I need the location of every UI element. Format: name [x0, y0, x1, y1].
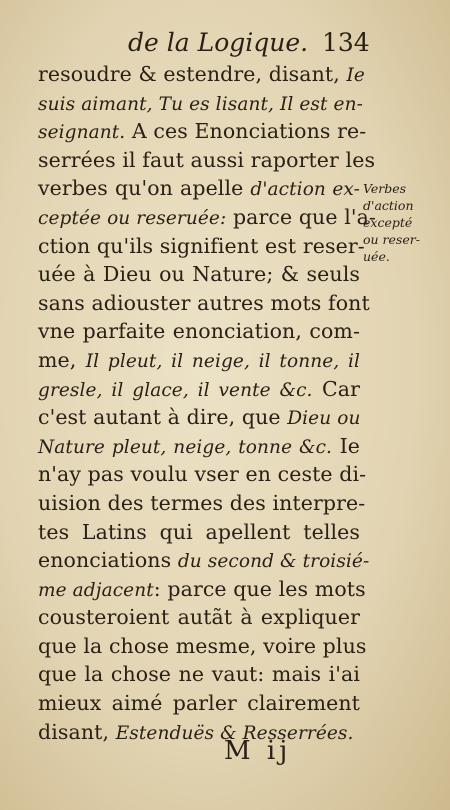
text-run: me,	[38, 347, 86, 372]
text-run: Ie	[332, 433, 361, 458]
running-head: de la Logique.	[128, 28, 309, 57]
text-run: uision des termes des interpre-	[38, 490, 366, 515]
text-line	[38, 260, 360, 289]
page-header	[0, 28, 450, 62]
text-run: A ces Enonciations re-	[125, 119, 367, 144]
text-run: uée à Dieu ou Nature; & seuls	[38, 262, 360, 287]
text-run: cousteroient autãt à expliquer	[38, 605, 360, 630]
text-run: n'ay pas voulu vser en ceste di-	[38, 462, 367, 487]
text-line	[38, 232, 365, 261]
text-line	[38, 546, 370, 575]
text-line	[38, 375, 360, 404]
margin-note-line: d'action	[363, 198, 414, 213]
text-line	[38, 489, 366, 518]
text-line	[38, 460, 367, 489]
italic-run: gresle, il glace, il vente &c.	[38, 379, 313, 401]
text-line	[38, 60, 365, 89]
margin-note	[363, 180, 443, 265]
italic-run: ceptée ou reseruée:	[38, 207, 227, 229]
margin-note-line: ou reser-	[363, 232, 420, 247]
italic-run: du second & troisié-	[177, 551, 370, 573]
margin-note-line: uée.	[363, 249, 390, 264]
text-line	[38, 632, 367, 661]
text-run: serrées il faut aussi raporter les	[38, 147, 376, 172]
text-line	[38, 403, 360, 432]
text-line	[38, 174, 360, 203]
text-run: enonciations	[38, 548, 178, 573]
text-line	[38, 718, 360, 747]
text-run: ction qu'ils signifient est reser-	[38, 233, 365, 258]
text-line	[38, 575, 366, 604]
italic-run: Estenduës & Resserrées.	[115, 722, 354, 744]
italic-run: Ie	[346, 65, 365, 86]
text-line	[38, 660, 360, 689]
text-line	[38, 117, 367, 146]
text-line	[38, 146, 376, 175]
margin-note-line: Verbes	[363, 181, 407, 196]
text-line	[38, 289, 370, 318]
page-number: 134	[322, 28, 370, 57]
italic-run: d'action ex-	[250, 179, 360, 201]
text-run: verbes qu'on apelle	[38, 176, 251, 201]
body-text	[38, 60, 376, 746]
italic-run: suis aimant, Tu es lisant, Il est en-	[38, 93, 363, 115]
text-line	[38, 603, 360, 632]
text-run: mieux aimé parler clairement	[38, 691, 360, 716]
text-run: que la chose ne vaut: mais i'ai	[38, 662, 360, 687]
text-run: parce que l'a-	[226, 204, 376, 229]
margin-note-line: excepté	[363, 215, 413, 230]
italic-run: me adjacent	[38, 579, 154, 601]
text-run: vne parfaite enonciation, com-	[38, 319, 360, 344]
text-line	[38, 89, 363, 118]
text-run: tes Latins qui apellent telles	[38, 519, 360, 544]
text-line	[38, 203, 376, 232]
text-line	[38, 689, 360, 718]
text-line	[38, 317, 360, 346]
text-run: c'est autant à dire, que	[38, 405, 288, 430]
italic-run: Nature pleut, neige, tonne &c.	[38, 436, 333, 458]
text-line	[38, 432, 360, 461]
text-run: disant,	[38, 719, 116, 744]
signature-mark: M ij	[224, 736, 292, 766]
text-run: que la chose mesme, voire plus	[38, 633, 367, 658]
text-line	[38, 518, 360, 547]
italic-run: Il pleut, il neige, il tonne, il	[85, 350, 360, 372]
text-line	[38, 346, 360, 375]
italic-run: seignant.	[38, 122, 126, 144]
text-run: : parce que les mots	[153, 576, 366, 601]
text-run: resoudre & estendre, disant,	[38, 62, 347, 86]
text-run: sans adiouster autres mots font	[38, 290, 370, 315]
text-run: Car	[312, 376, 360, 401]
italic-run: Dieu ou	[287, 408, 361, 430]
